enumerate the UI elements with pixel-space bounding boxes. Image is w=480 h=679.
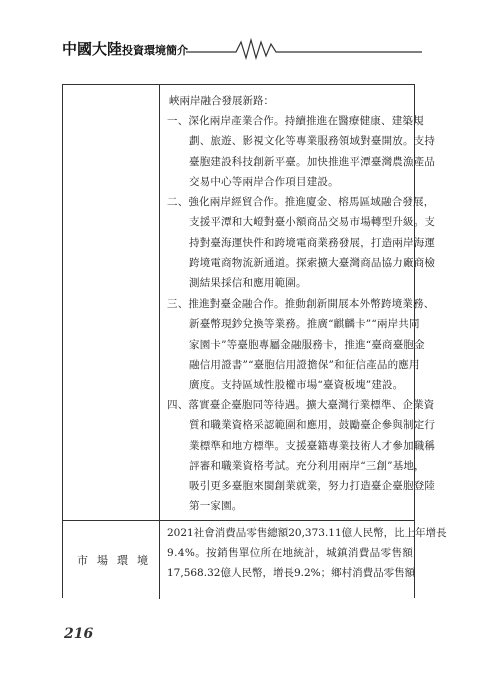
header-title bbox=[62, 38, 188, 59]
policy-item-4 bbox=[167, 395, 435, 517]
running-header bbox=[62, 36, 422, 60]
item-line: 廣度。支持區域性股權市場“臺資板塊”建設。 bbox=[189, 379, 404, 392]
heartbeat-line-icon bbox=[186, 36, 422, 60]
item-line: 支援平潭和大嶝對臺小額商品交易市場轉型升級。支 bbox=[189, 216, 436, 229]
market-line: 2021社會消費品零售總額20,373.11億人民幣，比上年增長 bbox=[167, 527, 447, 539]
item-line: 業標準和地方標準。支援臺籍專業技術人才參加職稱 bbox=[189, 439, 436, 452]
table-row-market bbox=[63, 521, 447, 599]
table-row-policy bbox=[63, 85, 436, 521]
market-line: 17,568.32億人民幣，增長9.2%；鄉村消費品零售額 bbox=[167, 567, 416, 579]
item-line: 跨境電商物流新通道。探索擴大臺灣商品協力廠商檢 bbox=[189, 256, 436, 269]
header-title-sub: 投資環境簡介 bbox=[122, 44, 189, 57]
item-line: 第一家園。 bbox=[189, 500, 243, 513]
item-line: 融信用證書”“臺胞信用證擔保”和征信產品的應用 bbox=[189, 358, 420, 371]
item-line: 家園卡”等臺胞專屬金融服務卡，推進“臺商臺胞金 bbox=[189, 338, 425, 351]
item-line: 劃、旅遊、影視文化等專業服務領域對臺開放。支持 bbox=[189, 135, 436, 148]
policy-item-1 bbox=[167, 111, 435, 192]
item-line: 三、推進對臺金融合作。推動創新開展本外幣跨境業務、 bbox=[167, 298, 435, 310]
content-table bbox=[62, 84, 447, 598]
item-line: 新臺幣現鈔兌換等業務。推廣“麒麟卡”“兩岸共同 bbox=[189, 318, 420, 331]
intro-text: 峽兩岸融合發展新路： bbox=[169, 95, 274, 107]
item-line: 四、落實臺企臺胞同等待遇。擴大臺灣行業標準、企業資 bbox=[167, 399, 435, 411]
item-line: 一、深化兩岸產業合作。持續推進在醫療健康、建築規 bbox=[167, 115, 424, 127]
item-line: 質和職業資格采認範圍和應用，鼓勵臺企參與制定行 bbox=[189, 419, 436, 432]
item-line: 臺胞建設科技創新平臺。加快推進平潭臺灣農漁產品 bbox=[189, 155, 436, 168]
market-stats-text bbox=[167, 523, 447, 583]
item-line: 交易中心等兩岸合作項目建設。 bbox=[189, 175, 339, 188]
item-line: 評審和職業資格考試。充分利用兩岸“三創”基地， bbox=[189, 459, 425, 472]
item-line: 持對臺海運快件和跨境電商業務發展，打造兩岸海運 bbox=[189, 236, 436, 249]
policy-item-3 bbox=[167, 294, 435, 395]
item-line: 吸引更多臺胞來閩創業就業，努力打造臺企臺胞登陸 bbox=[189, 480, 436, 493]
item-line: 測結果採信和應用範圍。 bbox=[189, 277, 307, 290]
policy-item-2 bbox=[167, 192, 435, 293]
market-environment-label: 市場環境 bbox=[77, 554, 157, 567]
header-title-main: 中國大陸 bbox=[62, 40, 123, 58]
market-line: 9.4%。按銷售單位所在地統計，城鎮消費品零售額 bbox=[167, 547, 414, 559]
page-number: 216 bbox=[64, 626, 94, 642]
item-line: 二、強化兩岸經貿合作。推進廈金、榕馬區域融合發展， bbox=[167, 196, 435, 208]
